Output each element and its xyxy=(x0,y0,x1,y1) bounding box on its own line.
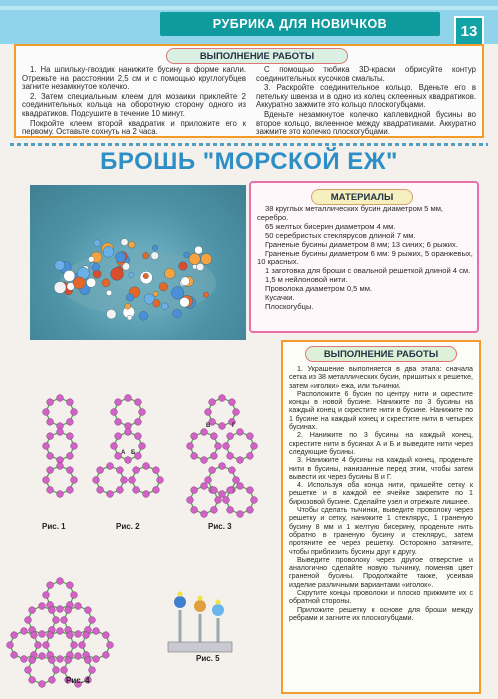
brooch-photo xyxy=(30,185,246,340)
bead-icon xyxy=(129,477,136,484)
bead-icon xyxy=(71,642,78,649)
bead-icon xyxy=(143,273,149,279)
stamen-icon xyxy=(174,596,186,608)
bead-icon xyxy=(151,252,159,260)
bead-icon xyxy=(111,443,118,450)
bead-icon xyxy=(85,657,92,664)
bead-icon xyxy=(75,653,82,660)
bead-icon xyxy=(107,491,114,498)
bead-icon xyxy=(103,632,110,639)
top-left-paragraph: 2. Затем специальным клеем для мозаики приклейте 2 соединительных кольца на оборотную сторону одного из квадратиков. Подсушите в течение 10 минут. xyxy=(22,91,246,118)
bead-icon xyxy=(196,263,204,271)
figure-5-caption: Рис. 5 xyxy=(196,654,220,663)
bead-icon xyxy=(157,477,164,484)
bead-icon xyxy=(43,592,50,599)
bead-icon xyxy=(143,491,150,498)
bead-icon xyxy=(219,395,226,402)
bead-icon xyxy=(115,252,125,262)
materials-box xyxy=(249,181,479,333)
bead-icon xyxy=(67,419,74,426)
bead-icon xyxy=(215,443,222,450)
top-left-paragraph: 1. На шпильку-гвоздик нанижите бусину в форме капли. Отрежьте на расстоянии 2,5 см и с помощью круглогубцев загните незамкнутое колечко. xyxy=(22,65,246,92)
bead-icon xyxy=(39,681,46,688)
bead-icon xyxy=(201,254,212,265)
bead-icon xyxy=(88,256,94,262)
work-paragraph: Расположите 6 бусин по центру нити и скрестите концы в новой бусине. Нанижите по 3 бусины на каждый конец и скрестите нити в бусине. Нанижите по 1 бусине на каждый конец и скрестите нити в четырех бусинах. xyxy=(289,389,473,432)
bead-icon xyxy=(125,395,132,402)
bead-icon xyxy=(227,433,234,440)
work-paragraph: Выведите проволоку через другое отверстие и аналогично сделайте новую тычинку, поменяв цвет граненой бусины. Продолжайте также, усеивая изделие различными вариантами «иголок». xyxy=(289,555,473,589)
bead-icon xyxy=(179,262,188,271)
bead-icon xyxy=(75,631,82,638)
bead-icon xyxy=(7,642,14,649)
bead-icon xyxy=(133,467,140,474)
materials-item: Проволока диаметром 0,5 мм. xyxy=(265,284,373,294)
bead-icon xyxy=(115,433,122,440)
bead-icon xyxy=(121,239,128,246)
bead-icon xyxy=(201,511,208,518)
bead-icon xyxy=(115,399,122,406)
bead-icon xyxy=(107,463,114,470)
bead-icon xyxy=(25,617,32,624)
bead-icon xyxy=(121,477,128,484)
bead-icon xyxy=(247,487,254,494)
bead-icon xyxy=(57,578,64,585)
header-stripe xyxy=(0,6,498,10)
work-paragraph: 1. Украшение выполняется в два этапа: сначала сетка из 38 металлических бусин, пришитых к решетке, затем «иголки» ежа, или тычинки. xyxy=(289,365,473,390)
label-a: А xyxy=(121,450,126,456)
bead-icon xyxy=(126,294,134,302)
bead-icon xyxy=(117,467,124,474)
bead-icon xyxy=(227,453,234,460)
work-paragraph: Скрутите концы проволоки и плоско прижмите их с обратной стороны. xyxy=(289,589,473,606)
bead-icon xyxy=(67,487,74,494)
top-right-paragraph: Вденьте незамкнутое колечко каплевидной бусины во второе кольцо, вклеенное между квадратиками. Аккуратно зажмите это колечко плоскогубцами. xyxy=(256,109,476,137)
bead-icon xyxy=(143,463,150,470)
bead-icon xyxy=(21,628,28,635)
bead-icon xyxy=(189,253,200,264)
bead-icon xyxy=(47,632,54,639)
bead-icon xyxy=(43,642,50,649)
work-paragraph: 2. Нанижите по 3 бусины на каждый конец, скрестите нити в бусинах А и Б и выведите нити через следующие бусины. xyxy=(289,431,473,456)
bead-icon xyxy=(85,607,92,614)
bead-icon xyxy=(247,507,254,514)
work-instructions-box xyxy=(281,340,481,694)
bead-icon xyxy=(67,467,74,474)
work-paragraph: Приложите решетку к основе для броши между ребрами и загните их плоскогубцами. xyxy=(289,605,473,622)
bead-icon xyxy=(223,497,230,504)
bead-icon xyxy=(47,399,54,406)
bead-icon xyxy=(79,642,86,649)
bead-icon xyxy=(237,457,244,464)
bead-icon xyxy=(67,453,74,460)
bead-icon xyxy=(191,453,198,460)
dotted-divider xyxy=(10,143,488,146)
bead-icon xyxy=(21,656,28,663)
bead-icon xyxy=(187,497,194,504)
bead-icon xyxy=(115,419,122,426)
top-right-paragraph: С помощью тюбика 3D-краски обрисуйте контур соединительных кусочков смальты. xyxy=(256,65,476,83)
bead-icon xyxy=(57,395,64,402)
bead-icon xyxy=(237,429,244,436)
bead-icon xyxy=(125,457,132,464)
bead-icon xyxy=(97,487,104,494)
bead-icon xyxy=(233,409,240,416)
bead-icon xyxy=(201,457,208,464)
bead-icon xyxy=(139,409,146,416)
bead-icon xyxy=(139,311,148,320)
bead-icon xyxy=(111,409,118,416)
bead-icon xyxy=(71,409,78,416)
bead-icon xyxy=(49,607,56,614)
bead-icon xyxy=(31,632,38,639)
bead-icon xyxy=(219,463,226,470)
bead-icon xyxy=(161,303,168,310)
top-right-paragraph: 3. Раскройте соединительное кольцо. Вденьте его в петельку швенза и в одно из колец склеенных квадратиков. Аккуратно зажмите это кольцо плоскогубцами. xyxy=(256,83,476,110)
materials-item: 65 желтых бисерин диаметром 4 мм. xyxy=(265,221,396,231)
bead-icon xyxy=(251,497,258,504)
bead-icon xyxy=(201,429,208,436)
bead-icon xyxy=(106,290,112,296)
bead-icon xyxy=(211,507,218,514)
materials-item: Граненые бусины диаметром 8 мм; 13 синих; 6 рыжих. xyxy=(265,239,458,249)
bead-icon xyxy=(153,300,161,308)
materials-item: 50 серебристых стеклярусов длиной 7 мм. xyxy=(265,230,416,240)
top-heading: ВЫПОЛНЕНИЕ РАБОТЫ xyxy=(166,48,348,64)
stamen-icon xyxy=(215,599,220,604)
work-paragraph: Чтобы сделать тычинки, выведите проволоку через решетку и сетку, нанижите 1 стеклярус, 1 граненую бусину 8 мм и 1 желтую бисерину, проденьте нить обратно в граненую бусину и стеклярус, затем протяните ее через решетку. Осторожно затяните, чтобы приблизить бусины друг к другу. xyxy=(289,506,473,556)
bead-icon xyxy=(251,443,258,450)
bead-icon xyxy=(159,282,168,291)
label-v: В xyxy=(206,423,211,429)
bead-icon xyxy=(135,399,142,406)
bead-icon xyxy=(39,631,46,638)
label-g: Г xyxy=(232,423,236,429)
bead-icon xyxy=(65,607,72,614)
stamen-icon xyxy=(194,600,206,612)
bead-icon xyxy=(227,507,234,514)
bead-icon xyxy=(57,628,64,635)
bead-icon xyxy=(247,453,254,460)
bead-icon xyxy=(92,263,100,271)
bead-icon xyxy=(39,653,46,660)
bead-icon xyxy=(43,409,50,416)
bead-icon xyxy=(83,632,90,639)
bead-icon xyxy=(29,657,36,664)
bead-icon xyxy=(57,491,64,498)
bead-icon xyxy=(64,270,75,281)
bead-icon xyxy=(165,268,176,279)
bead-icon xyxy=(117,487,124,494)
materials-list xyxy=(257,205,473,312)
bead-icon xyxy=(11,632,18,639)
materials-item: 38 круглых металлических бусин диаметром 5 мм, серебро. xyxy=(257,204,444,222)
bead-icon xyxy=(97,467,104,474)
bead-icon xyxy=(47,419,54,426)
bead-icon xyxy=(107,642,114,649)
bead-icon xyxy=(103,652,110,659)
bead-icon xyxy=(93,628,100,635)
bead-icon xyxy=(89,617,96,624)
bead-icon xyxy=(135,453,142,460)
bead-icon xyxy=(142,253,148,259)
bead-icon xyxy=(125,303,131,309)
bead-icon xyxy=(49,657,56,664)
bead-icon xyxy=(67,399,74,406)
bead-icon xyxy=(233,477,240,484)
bead-icon xyxy=(47,453,54,460)
stamen-icon xyxy=(177,591,182,596)
work-heading: ВЫПОЛНЕНИЕ РАБОТЫ xyxy=(305,346,457,362)
diagrams-area xyxy=(0,380,280,699)
bead-icon xyxy=(103,246,114,257)
bead-icon xyxy=(153,467,160,474)
bead-icon xyxy=(184,252,190,258)
bead-icon xyxy=(135,419,142,426)
bead-icon xyxy=(223,443,230,450)
bead-icon xyxy=(191,487,198,494)
stamen-icon xyxy=(197,595,202,600)
bead-icon xyxy=(35,642,42,649)
bead-icon xyxy=(237,483,244,490)
bead-icon xyxy=(153,487,160,494)
materials-heading: МАТЕРИАЛЫ xyxy=(311,189,413,205)
bead-icon xyxy=(43,477,50,484)
bead-icon xyxy=(54,282,66,294)
bead-icon xyxy=(153,291,158,296)
bead-icon xyxy=(71,443,78,450)
figure-1-caption: Рис. 1 xyxy=(42,522,66,531)
bead-icon xyxy=(47,487,54,494)
bead-icon xyxy=(229,467,236,474)
bead-icon xyxy=(93,656,100,663)
bead-icon xyxy=(57,463,64,470)
page-number: 13 xyxy=(454,16,484,46)
bead-icon xyxy=(102,279,110,287)
top-right-column xyxy=(256,66,476,138)
stamen-icon xyxy=(212,604,224,616)
bead-icon xyxy=(75,603,82,610)
bead-icon xyxy=(229,399,236,406)
bead-icon xyxy=(201,483,208,490)
top-instructions-box xyxy=(14,44,484,138)
bead-icon xyxy=(203,292,209,298)
bead-icon xyxy=(94,240,101,247)
bead-icon xyxy=(93,270,101,278)
bead-icon xyxy=(125,429,132,436)
bead-icon xyxy=(39,603,46,610)
bead-icon xyxy=(11,652,18,659)
bead-icon xyxy=(87,278,96,287)
bead-icon xyxy=(191,433,198,440)
bead-icon xyxy=(111,268,124,281)
bead-icon xyxy=(237,511,244,518)
top-left-column xyxy=(22,66,246,138)
figure-4-caption: Рис. 4 xyxy=(66,676,90,685)
bead-icon xyxy=(67,433,74,440)
bead-icon xyxy=(211,433,218,440)
bead-icon xyxy=(106,309,116,319)
bead-icon xyxy=(152,245,158,251)
materials-item: 1 заготовка для броши с овальной решеткой длиной 4 см. xyxy=(265,266,471,276)
bead-icon xyxy=(227,487,234,494)
bead-icon xyxy=(47,467,54,474)
bead-icon xyxy=(139,443,146,450)
bead-icon xyxy=(133,487,140,494)
bead-icon xyxy=(215,497,222,504)
bead-icon xyxy=(135,433,142,440)
bead-icon xyxy=(247,433,254,440)
bead-icon xyxy=(47,582,54,589)
bead-icon xyxy=(67,632,74,639)
bead-icon xyxy=(67,582,74,589)
materials-item: Кусачки. xyxy=(265,293,295,303)
bead-icon xyxy=(57,606,64,613)
bead-icon xyxy=(57,656,64,663)
bead-icon xyxy=(93,477,100,484)
brooch-base-icon xyxy=(168,642,232,652)
page-title: БРОШЬ "МОРСКОЙ ЕЖ" xyxy=(100,148,398,175)
bead-icon xyxy=(71,477,78,484)
materials-item: 1,5 м нейлоновой нити. xyxy=(265,275,348,285)
bead-icon xyxy=(55,260,65,270)
materials-item: Граненые бусины диаметром 6 мм: 9 рыжих, 5 оранжевых, 10 красных. xyxy=(257,248,473,267)
bead-icon xyxy=(219,491,226,498)
work-text xyxy=(289,365,473,622)
bead-icon xyxy=(57,429,64,436)
bead-icon xyxy=(49,677,56,684)
bead-icon xyxy=(73,277,85,289)
rubric-title: РУБРИКА ДЛЯ НОВИЧКОВ xyxy=(160,12,440,36)
bead-icon xyxy=(205,409,212,416)
bead-icon xyxy=(211,453,218,460)
bead-icon xyxy=(219,423,226,430)
bead-icon xyxy=(29,607,36,614)
bead-icon xyxy=(209,399,216,406)
bead-icon xyxy=(61,667,68,674)
top-left-paragraph: Покройте клеем второй квадратик и приложите его к первому. Оставьте сохнуть на 2 часа. xyxy=(22,118,246,137)
bead-icon xyxy=(29,677,36,684)
bead-icon xyxy=(205,477,212,484)
bead-icon xyxy=(173,309,182,318)
bead-icon xyxy=(181,277,190,286)
bead-icon xyxy=(191,507,198,514)
bead-icon xyxy=(128,241,135,248)
work-paragraph: 3. Нанижите 4 бусины на каждый конец, проденьте нити в бусины, нанизанные перед этим, чтобы затем вывести их через бусины В и Г. xyxy=(289,456,473,481)
figure-2-caption: Рис. 2 xyxy=(116,522,140,531)
bead-icon xyxy=(65,657,72,664)
bead-icon xyxy=(53,617,60,624)
bead-icon xyxy=(195,246,203,254)
bead-icon xyxy=(53,667,60,674)
bead-icon xyxy=(129,272,134,277)
bead-icon xyxy=(89,667,96,674)
bead-icon xyxy=(211,487,218,494)
bead-icon xyxy=(187,443,194,450)
bead-icon xyxy=(127,315,132,320)
materials-item: Плоскогубцы. xyxy=(265,301,314,311)
work-paragraph: 4. Используя оба конца нити, пришейте сетку к решетке и в каждой ее ячейке закрепите по 1 бирюзовой бусине. Сделайте узел и отрежьте лишнее. xyxy=(289,481,473,506)
brooch-illustration xyxy=(30,185,246,340)
bead-icon xyxy=(61,617,68,624)
bead-icon xyxy=(71,592,78,599)
label-b: Б xyxy=(131,450,136,456)
bead-icon xyxy=(47,433,54,440)
bead-icon xyxy=(25,667,32,674)
bead-icon xyxy=(43,443,50,450)
bead-icon xyxy=(209,467,216,474)
figure-3-caption: Рис. 3 xyxy=(208,522,232,531)
bead-icon xyxy=(180,297,190,307)
